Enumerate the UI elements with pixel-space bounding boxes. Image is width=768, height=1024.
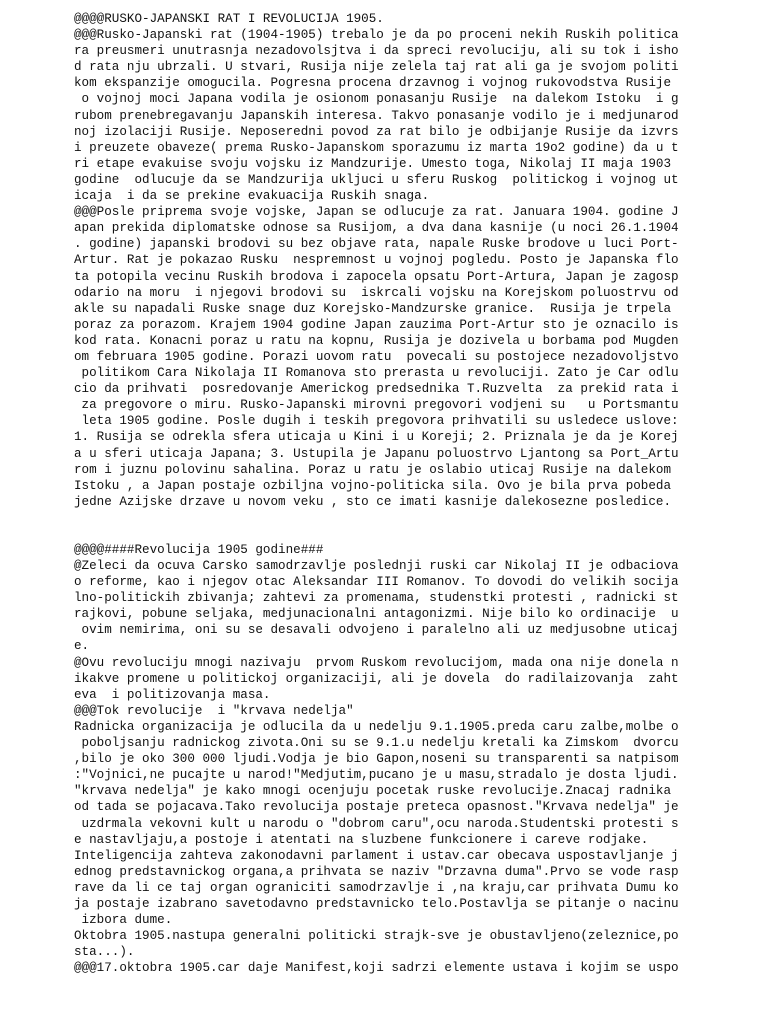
text-line: @Ovu revoluciju mnogi nazivaju prvom Ruskom revolucijom, mada ona nije donela n (74, 655, 679, 670)
section-revolution-1905 (74, 542, 764, 977)
text-line: Artur. Rat je pokazao Rusku nespremnost u vojnoj pogledu. Posto je Japanska flo (74, 253, 679, 268)
text-line: rave da li ce taj organ ograniciti samodrzavlje i ,na kraju,car prihvata Dumu ko (74, 880, 679, 895)
text-line: sta...). (74, 945, 135, 960)
text-line: poraz za porazom. Krajem 1904 godine Japan zauzima Port-Artur sto je oznacilo is (74, 317, 679, 332)
text-line: rom i juznu polovinu sahalina. Poraz u ratu je oslabio uticaj Rusije na dalekom (74, 462, 672, 477)
text-line: uzdrmala vekovni kult u narodu o "dobrom caru",ocu naroda.Studentski protesti s (74, 816, 679, 831)
text-line: ra preusmeri unutrasnja nezadovolsjtva i da spreci revoluciju, ali su tok i isho (74, 44, 679, 59)
text-line: om februara 1905 godine. Porazi uovom ratu povecali su postojece nezadovoljstvo (74, 349, 679, 364)
text-line: e nastavljaju,a postoje i atentati na sluzbene funkcionere i careve rodjake. (74, 832, 649, 847)
text-line: eva i politizovanja masa. (74, 687, 271, 702)
text-line: od tada se pojacava.Tako revolucija postaje preteca opasnost."Krvava nedelja" je (74, 800, 679, 815)
text-line: "krvava nedelja" je kako mnogi ocenjuju pocetak ruske revolucije.Znacaj radnika (74, 784, 672, 799)
text-line: ,bilo je oko 300 000 ljudi.Vodja je bio Gapon,noseni su transparenti sa natpisom (74, 752, 679, 767)
text-line: ednog predstavnickog organa,a prihvata se naziv "Drzavna duma".Prvo se vode rasp (74, 864, 679, 879)
section-spacer (74, 510, 764, 542)
text-line: izbora dume. (74, 913, 173, 928)
text-line: noj izolaciji Rusije. Neposeredni povod za rat bilo je odbijanje Rusije da izvrs (74, 124, 679, 139)
text-line: kod rata. Konacni poraz u ratu na kopnu, Rusija je dozivela u borbama pod Mugden (74, 333, 679, 348)
text-line: @Zeleci da ocuva Carsko samodrzavlje poslednji ruski car Nikolaj II je odbaciova (74, 559, 679, 573)
text-line: ja postaje izabrano savetodavno predstavnicko telo.Postavlja se pitanje o nacinu (74, 896, 679, 911)
text-line: ta potopila vecinu Ruskih brodova i zapocela opsatu Port-Artura, Japan je zagosp (74, 269, 679, 284)
text-line: o vojnoj moci Japana vodila je osionom ponasanju Rusije na dalekom Istoku i g (74, 92, 679, 107)
text-line: Radnicka organizacija je odlucila da u nedelju 9.1.1905.preda caru zalbe,molbe o (74, 719, 679, 734)
text-line: cio da prihvati posredovanje Americkog predsednika T.Ruzvelta za prekid rata i (74, 382, 679, 397)
text-line: apan prekida diplomatske odnose sa Rusijom, a dva dana kasnije (u noci 26.1.1904 (74, 221, 679, 236)
text-line: rajkovi, pobune seljaka, medjunacionalni antagonizmi. Nije bilo ko ordinacije u (74, 607, 679, 622)
text-line: @@@Rusko-Japanski rat (1904-1905) trebalo je da po proceni nekih Ruskih politica (74, 28, 679, 43)
text-line: Oktobra 1905.nastupa generalni politicki strajk-sve je obustavljeno(zeleznice,po (74, 929, 679, 944)
text-line: 1. Rusija se odrekla sfera uticaja u Kini i u Koreji; 2. Priznala je da je Korej (74, 430, 679, 445)
text-line: politikom Cara Nikolaja II Romanova sto prerasta u revoluciji. Zato je Car odlu (74, 366, 679, 381)
text-line: godine odlucuje da se Mandzurija ukljuci u sferu Ruskog politickog i vojnog ut (74, 172, 679, 187)
text-line: o reforme, kao i njegov otac Aleksandar III Romanov. To dovodi do velikih socija (74, 575, 679, 590)
text-line: @@@@RUSKO-JAPANSKI RAT I REVOLUCIJA 1905. (74, 12, 384, 26)
text-line: e. (74, 639, 90, 654)
text-line: ikakve promene u politickoj organizaciji, ali je dovela do radilaizovanja zaht (74, 671, 679, 686)
text-line: d rata nju ubrzali. U stvari, Rusija nije zelela taj rat ali ga je svojom politi (74, 60, 679, 75)
text-line: ovim nemirima, oni su se desavali odvojeno i paralelno ali uz medjusobne uticaj (74, 623, 679, 638)
document-body (74, 11, 764, 976)
text-line: akle su napadali Ruske snage duz Korejsko-Mandzurske granice. Rusija je trpela (74, 301, 672, 316)
text-line: a u sferi uticaja Japana; 3. Ustupila je Japanu poluostrvo Ljantong sa Port_Artu (74, 446, 679, 461)
text-line: jedne Azijske drzave u novom veku , sto ce imati kasnije dalekosezne posledice. (74, 494, 672, 509)
text-line: i preuzete obaveze( prema Rusko-Japanskom sporazumu iz marta 19o2 godine) da u t (74, 140, 679, 155)
text-line: icaja i da se prekine evakuacija Ruskih snaga. (74, 189, 430, 204)
text-line: kom ekspanzije omogucila. Pogresna procena drzavnog i vojnog rukovodstva Rusije (74, 76, 672, 91)
text-line: rubom prenebregavanju Japanskih interesa. Takvo ponasanje vodilo je i medjunarod (74, 108, 679, 123)
text-line: za pregovore o miru. Rusko-Japanski mirovni pregovori vodjeni su u Portsmantu (74, 398, 679, 413)
section-russo-japanese-war (74, 11, 764, 510)
text-line: :"Vojnici,ne pucajte u narod!"Medjutim,pucano je u masu,stradalo je dosta ljudi. (74, 768, 679, 783)
text-line: @@@@####Revolucija 1905 godine### (74, 542, 324, 557)
text-line: @@@Tok revolucije i "krvava nedelja" (74, 703, 354, 718)
text-line: @@@17.oktobra 1905.car daje Manifest,koji sadrzi elemente ustava i kojim se uspo (74, 961, 679, 976)
text-line: ri etape evakuise svoju vojsku iz Mandzurije. Umesto toga, Nikolaj II maja 1903 (74, 156, 672, 171)
text-line: leta 1905 godine. Posle dugih i teskih pregovora prihvatili su usledece uslove: (74, 414, 679, 429)
text-line: . godine) japanski brodovi su bez objave rata, napale Ruske brodove u luci Port- (74, 237, 679, 252)
text-line: poboljsanju radnickog zivota.Oni su se 9.1.u nedelju kretali ka Zimskom dvorcu (74, 736, 679, 751)
text-line: Istoku , a Japan postaje ozbiljna vojno-politicka sila. Ovo je bila prva pobeda (74, 478, 672, 493)
text-line: odario na moru i njegovi brodovi su iskrcali vojsku na Korejskom poluostrvu od (74, 285, 679, 300)
text-line: Inteligencija zahteva zakonodavni parlament i ustav.car obecava uspostavljanje j (74, 848, 679, 863)
text-line: @@@Posle priprema svoje vojske, Japan se odlucuje za rat. Januara 1904. godine J (74, 205, 679, 220)
text-line: lno-politickih zbivanja; zahtevi za promenama, studenstki protesti , radnicki st (74, 591, 679, 606)
